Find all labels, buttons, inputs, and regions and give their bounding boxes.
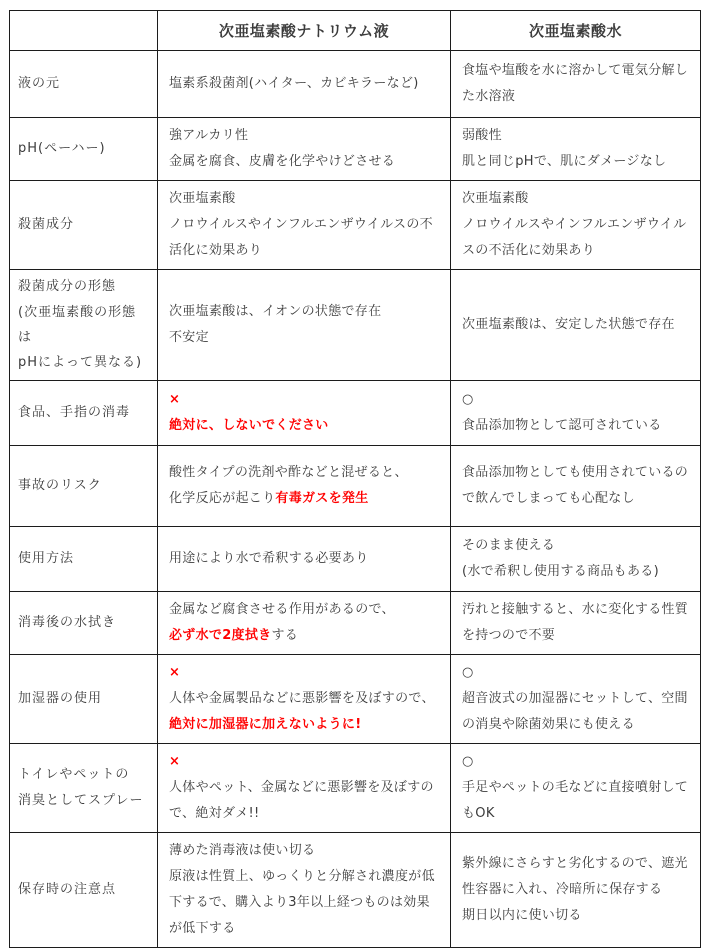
cell-text: 肌と同じpHで、肌にダメージなし [462, 154, 667, 169]
sodium-hypochlorite-cell [158, 744, 451, 833]
cell-line [169, 460, 439, 486]
cell-text: (水で希釈し使用する商品もある) [462, 564, 659, 579]
cell-line [169, 775, 439, 827]
cell-text: 酸性タイプの洗剤や酢などと混ぜると、 [169, 465, 408, 480]
cell-text: 超音波式の加湿器にセットして、空間の消臭や除菌効果にも使える [462, 691, 688, 732]
warning-text: × [169, 754, 181, 769]
cell-text: ○ [462, 665, 474, 680]
sodium-hypochlorite-cell [158, 270, 451, 381]
row-label-line: 事故のリスク [18, 478, 102, 493]
cell-line [169, 597, 439, 623]
cell-line [169, 838, 439, 864]
cell-text: 金属など腐食させる作用があるので、 [169, 602, 395, 617]
hypochlorous-acid-water-cell [451, 655, 701, 744]
table-row [10, 51, 701, 118]
cell-text: 汚れと接触すると、水に変化する性質を持つので不要 [462, 602, 689, 643]
cell-line [462, 387, 689, 413]
table-row [10, 118, 701, 181]
cell-text: 不安定 [169, 330, 209, 345]
cell-line [169, 686, 439, 738]
row-label-cell [10, 527, 158, 592]
cell-text: 食塩や塩酸を水に溶かして電気分解した水溶液 [462, 63, 689, 104]
warning-text: 絶対に、しないでください [169, 418, 329, 433]
row-label-line: 消臭としてスプレー [18, 793, 144, 808]
row-label-cell [10, 744, 158, 833]
cell-line [462, 460, 689, 512]
row-label-line: 殺菌成分の形態 [18, 279, 117, 294]
cell-line [462, 597, 689, 649]
cell-line [169, 749, 439, 775]
cell-line [169, 660, 439, 686]
hypochlorous-acid-water-cell [451, 527, 701, 592]
cell-text: ノロウイルスやインフルエンザウイルスの不活化に効果あり [462, 217, 687, 258]
row-label-cell [10, 446, 158, 527]
hypochlorous-acid-water-cell [451, 181, 701, 270]
cell-line [169, 186, 439, 212]
row-label-line: 保存時の注意点 [18, 882, 117, 897]
warning-text: × [169, 392, 181, 407]
cell-text: 金属を腐食、皮膚を化学やけどさせる [169, 154, 396, 169]
cell-line [169, 325, 439, 351]
cell-line [462, 149, 689, 175]
table-row [10, 181, 701, 270]
table-row [10, 381, 701, 446]
cell-text: 期日以内に使い切る [462, 908, 582, 923]
table-header-row [10, 11, 701, 51]
table-row [10, 833, 701, 948]
warning-text: 有毒ガスを発生 [275, 491, 369, 506]
table-row [10, 655, 701, 744]
cell-line [169, 623, 439, 649]
table-row [10, 270, 701, 381]
row-label-line: トイレやペットの [18, 767, 130, 782]
cell-line [462, 312, 689, 338]
row-label-line: 液の元 [18, 76, 61, 91]
row-label-cell [10, 181, 158, 270]
hypochlorous-acid-water-cell [451, 833, 701, 948]
cell-text: 食品添加物としても使用されているので飲んでしまっても心配なし [462, 465, 689, 506]
row-label-line: pH(ペーハー) [18, 141, 106, 156]
cell-line [169, 299, 439, 325]
table-row [10, 744, 701, 833]
table-row [10, 592, 701, 655]
cell-line [462, 413, 689, 439]
hypochlorous-acid-water-cell [451, 270, 701, 381]
sodium-hypochlorite-cell [158, 446, 451, 527]
cell-line [462, 123, 689, 149]
hypochlorous-acid-water-cell [451, 592, 701, 655]
sodium-hypochlorite-cell [158, 655, 451, 744]
warning-text: × [169, 665, 181, 680]
cell-text: 用途により水で希釈する必要あり [169, 551, 369, 566]
cell-line [462, 686, 689, 738]
header-empty-cell [10, 11, 158, 51]
cell-line [462, 58, 689, 110]
cell-text: 化学反応が起こり [169, 491, 276, 506]
table-row [10, 527, 701, 592]
cell-text: 原液は性質上、ゆっくりと分解され濃度が低下するで、購入より3年以上経つものは効果が低下する [169, 869, 435, 936]
cell-line [462, 559, 689, 585]
cell-line [169, 71, 439, 97]
hypochlorous-acid-water-cell [451, 744, 701, 833]
cell-line [169, 546, 439, 572]
row-label-cell [10, 118, 158, 181]
cell-line [169, 413, 439, 439]
header-sodium-hypochlorite: 次亜塩素酸ナトリウム液 [158, 11, 451, 51]
cell-text: する [271, 628, 299, 643]
hypochlorous-acid-water-cell [451, 51, 701, 118]
cell-line [462, 660, 689, 686]
hypochlorous-acid-water-cell [451, 381, 701, 446]
cell-text: 塩素系殺菌剤(ハイター、カビキラーなど) [169, 76, 419, 91]
row-label-cell [10, 655, 158, 744]
cell-text: 人体や金属製品などに悪影響を及ぼすので、 [169, 691, 435, 706]
sodium-hypochlorite-cell [158, 833, 451, 948]
sodium-hypochlorite-cell [158, 181, 451, 270]
hypochlorous-acid-water-cell [451, 446, 701, 527]
header-hypochlorous-acid-water: 次亜塩素酸水 [451, 11, 701, 51]
row-label-cell [10, 270, 158, 381]
sodium-hypochlorite-cell [158, 527, 451, 592]
cell-line [169, 486, 439, 512]
table-body [10, 51, 701, 948]
cell-text: 次亜塩素酸 [169, 191, 236, 206]
cell-line [462, 212, 689, 264]
cell-line [169, 123, 439, 149]
cell-line [169, 149, 439, 175]
cell-text: 次亜塩素酸は、安定した状態で存在 [462, 317, 675, 332]
cell-text: ○ [462, 392, 474, 407]
cell-line [462, 533, 689, 559]
cell-line [462, 775, 689, 827]
cell-text: 手足やペットの毛などに直接噴射してもOK [462, 780, 689, 821]
cell-line [462, 903, 689, 929]
cell-line [169, 387, 439, 413]
row-label-line: (次亜塩素酸の形態は [18, 305, 137, 345]
warning-text: 必ず水で2度拭き [169, 628, 272, 643]
cell-text: ノロウイルスやインフルエンザウイルスの不活化に効果あり [169, 217, 433, 258]
cell-text: ○ [462, 754, 474, 769]
row-label-line: 食品、手指の消毒 [18, 405, 131, 420]
cell-text: 人体やペット、金属などに悪影響を及ぼすので、絶対ダメ!! [169, 780, 434, 821]
row-label-cell [10, 592, 158, 655]
row-label-line: 加湿器の使用 [18, 691, 103, 706]
sodium-hypochlorite-cell [158, 51, 451, 118]
sodium-hypochlorite-cell [158, 381, 451, 446]
cell-text: 食品添加物として認可されている [462, 418, 662, 433]
cell-text: 紫外線にさらすと劣化するので、遮光性容器に入れ、冷暗所に保存する [462, 856, 688, 897]
cell-line [462, 851, 689, 903]
sodium-hypochlorite-cell [158, 592, 451, 655]
row-label-cell [10, 381, 158, 446]
row-label-line: 消毒後の水拭き [18, 615, 117, 630]
sodium-hypochlorite-cell [158, 118, 451, 181]
cell-text: 次亜塩素酸は、イオンの状態で存在 [169, 304, 382, 319]
row-label-line: 使用方法 [18, 551, 75, 566]
cell-text: そのまま使える [462, 538, 556, 553]
row-label-cell [10, 833, 158, 948]
cell-line [462, 749, 689, 775]
comparison-table [9, 10, 701, 948]
hypochlorous-acid-water-cell [451, 118, 701, 181]
cell-text: 次亜塩素酸 [462, 191, 529, 206]
table-row [10, 446, 701, 527]
cell-line [169, 212, 439, 264]
row-label-line: 殺菌成分 [18, 217, 75, 232]
row-label-line: pHによって異なる) [18, 355, 143, 370]
cell-line [169, 864, 439, 942]
cell-text: 薄めた消毒液は使い切る [169, 843, 316, 858]
row-label-cell [10, 51, 158, 118]
warning-text: 絶対に加湿器に加えないように! [169, 717, 362, 732]
cell-line [462, 186, 689, 212]
cell-text: 弱酸性 [462, 128, 502, 143]
cell-text: 強アルカリ性 [169, 128, 249, 143]
